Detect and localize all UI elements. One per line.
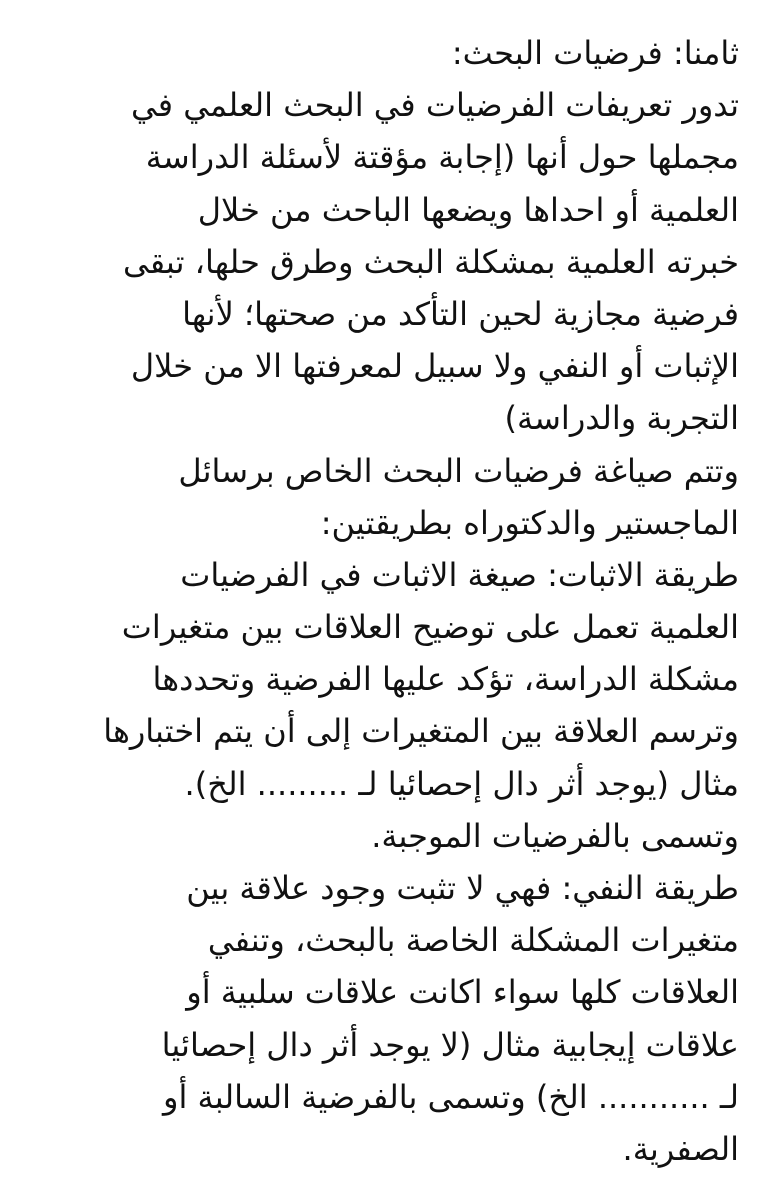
text-line: فرضية مجازية لحين التأكد من صحتها؛ لأنها <box>182 294 739 333</box>
text-line: الصفرية. <box>622 1129 739 1168</box>
section-heading: ثامنا: فرضيات البحث: <box>451 34 739 72</box>
text-line: خبرته العلمية بمشكلة البحث وطرق حلها، تبقى <box>123 242 739 281</box>
text-line: الإثبات أو النفي ولا سبيل لمعرفتها الا من خلال <box>130 347 739 386</box>
text-line: التجربة والدراسة) <box>504 399 739 438</box>
text-line: وتسمى بالفرضيات الموجبة. <box>371 816 739 855</box>
text-line: لـ ........... الخ) وتسمى بالفرضية السالبة أو <box>163 1077 739 1116</box>
text-line: طريقة النفي: فهي لا تثبت وجود علاقة بين <box>186 869 739 907</box>
text-line: العلمية تعمل على توضيح العلاقات بين متغيرات <box>121 608 739 647</box>
hypotheses-text <box>30 27 739 1175</box>
text-line: علاقات إيجابية مثال (لا يوجد أثر دال إحصائيا <box>161 1025 739 1064</box>
text-line: مشكلة الدراسة، تؤكد عليها الفرضية وتحددها <box>152 660 739 699</box>
text-line: العلمية أو احداها ويضعها الباحث من خلال <box>197 190 739 229</box>
text-line: وترسم العلاقة بين المتغيرات إلى أن يتم اختبارها <box>103 712 739 751</box>
text-line: الماجستير والدكتوراه بطريقتين: <box>320 503 739 542</box>
text-line: وتتم صياغة فرضيات البحث الخاص برسائل <box>178 451 739 490</box>
text-line: متغيرات المشكلة الخاصة بالبحث، وتنفي <box>207 921 739 960</box>
text-line: تدور تعريفات الفرضيات في البحث العلمي في <box>131 86 739 125</box>
text-line: طريقة الاثبات: صيغة الاثبات في الفرضيات <box>180 555 739 594</box>
text-line: مثال (يوجد أثر دال إحصائيا لـ ......... الخ). <box>184 764 739 803</box>
text-line: العلاقات كلها سواء اكانت علاقات سلبية أو <box>186 973 739 1012</box>
text-line: مجملها حول أنها (إجابة مؤقتة لأسئلة الدراسة <box>145 138 739 177</box>
